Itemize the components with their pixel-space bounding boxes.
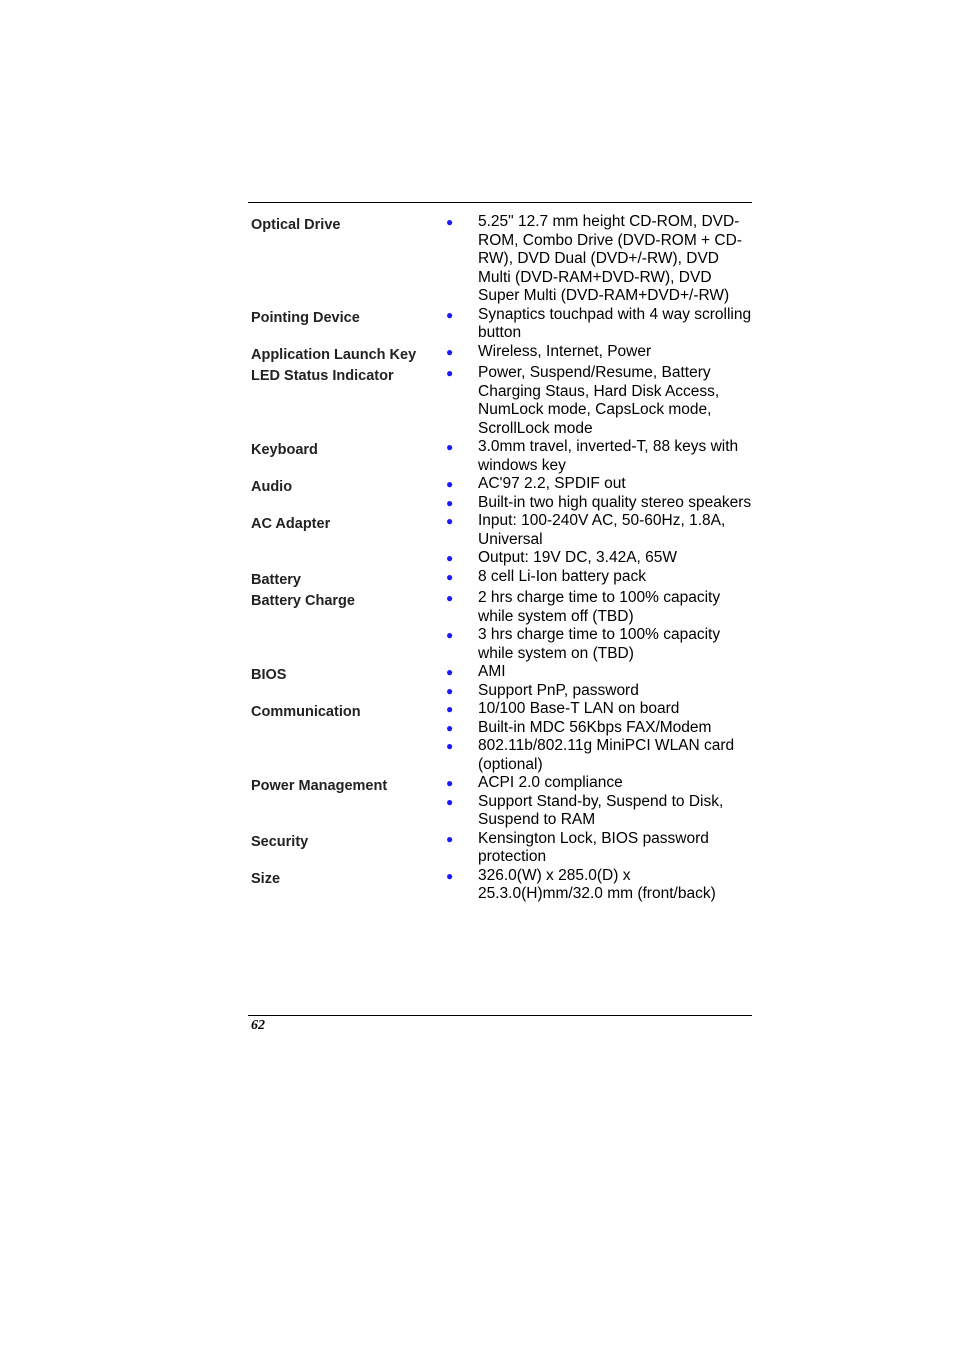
- bullet-icon: ●: [446, 739, 454, 753]
- spec-label: Power Management: [251, 778, 388, 794]
- spec-item-text: Kensington Lock, BIOS password protection: [478, 829, 709, 865]
- spec-item: [444, 549, 752, 568]
- spec-label: Pointing Device: [251, 309, 360, 326]
- spec-item-text: Synaptics touchpad with 4 way scrolling button: [478, 305, 752, 341]
- spec-row: [251, 306, 752, 343]
- spec-label: LED Status Indicator: [251, 368, 394, 384]
- spec-item: [444, 737, 752, 774]
- bullet-icon: ●: [446, 440, 454, 454]
- spec-item: [444, 682, 752, 701]
- spec-value-list: [444, 364, 752, 438]
- bullet-icon: ●: [446, 514, 454, 528]
- spec-label: Audio: [251, 479, 293, 495]
- bullet-icon: ●: [446, 551, 454, 565]
- spec-item-text: AC'97 2.2, SPDIF out: [478, 475, 626, 492]
- spec-item: [444, 774, 752, 793]
- spec-value-list: [444, 568, 752, 587]
- spec-item: [444, 475, 752, 494]
- spec-label: Battery Charge: [251, 593, 355, 609]
- spec-item-text: AMI: [478, 663, 506, 680]
- spec-row: [251, 343, 752, 365]
- bullet-icon: ●: [446, 569, 454, 584]
- spec-item: [444, 663, 752, 682]
- spec-item-text: 3.0mm travel, inverted-T, 88 keys with windows key: [478, 438, 739, 474]
- spec-value-list: [444, 512, 752, 568]
- spec-item-text: Support Stand-by, Suspend to Disk, Suspend to RAM: [478, 792, 724, 828]
- bullet-icon: ●: [446, 720, 454, 735]
- spec-item-text: Wireless, Internet, Power: [478, 342, 652, 360]
- bullet-icon: ●: [446, 307, 454, 322]
- spec-value-list: [444, 438, 752, 475]
- spec-item: [444, 512, 752, 549]
- spec-item: [444, 700, 752, 719]
- spec-label: Security: [251, 833, 309, 850]
- spec-item-text: 10/100 Base-T LAN on board: [478, 700, 680, 717]
- spec-item-text: 3 hrs charge time to 100% capacity while system on (TBD): [478, 626, 721, 662]
- spec-item: [444, 213, 752, 306]
- bullet-icon: ●: [446, 215, 454, 229]
- spec-row: [251, 700, 752, 774]
- spec-label: Keyboard: [251, 442, 318, 458]
- bullet-icon: ●: [446, 868, 454, 883]
- bullet-icon: ●: [446, 665, 454, 679]
- spec-item-text: 2 hrs charge time to 100% capacity while system off (TBD): [478, 589, 721, 625]
- spec-item: [444, 306, 752, 343]
- page-number: 62: [251, 1018, 265, 1033]
- spec-item: [444, 494, 752, 513]
- spec-item-text: 5.25" 12.7 mm height CD-ROM, DVD-ROM, Combo Drive (DVD-ROM + CD-RW), DVD Dual (DVD+/-RW), DVD Multi (DVD-RAM+DVD-RW), DVD Super Multi (DVD-RAM+DVD+/-RW): [478, 213, 742, 304]
- spec-row: [251, 830, 752, 867]
- spec-item-text: Power, Suspend/Resume, Battery Charging Staus, Hard Disk Access, NumLock mode, CapsLock mode, ScrollLock mode: [478, 364, 720, 437]
- spec-item: [444, 793, 752, 830]
- spec-row: [251, 774, 752, 830]
- bullet-icon: ●: [446, 366, 454, 380]
- bullet-icon: ●: [446, 344, 454, 359]
- spec-value-list: [444, 830, 752, 867]
- spec-item-text: 8 cell Li-Ion battery pack: [478, 567, 647, 585]
- spec-row: [251, 512, 752, 568]
- spec-label: AC Adapter: [251, 516, 331, 532]
- spec-label: Optical Drive: [251, 217, 341, 233]
- spec-item-text: Support PnP, password: [478, 681, 639, 699]
- spec-item-text: ACPI 2.0 compliance: [478, 774, 623, 791]
- spec-item-text: Built-in two high quality stereo speakers: [478, 493, 752, 511]
- spec-label: Communication: [251, 704, 361, 720]
- spec-item: [444, 364, 752, 438]
- spec-value-list: [444, 589, 752, 663]
- spec-value-list: [444, 475, 752, 512]
- top-rule: [248, 202, 752, 203]
- bullet-icon: ●: [446, 702, 454, 716]
- bullet-icon: ●: [446, 794, 454, 809]
- spec-row: [251, 475, 752, 512]
- spec-value-list: [444, 213, 752, 306]
- spec-value-list: [444, 774, 752, 830]
- spec-row: [251, 213, 752, 306]
- spec-item: [444, 568, 752, 587]
- spec-item-text: 326.0(W) x 285.0(D) x 25.3.0(H)mm/32.0 mm (front/back): [478, 866, 716, 902]
- spec-item: [444, 867, 752, 904]
- spec-item: [444, 719, 752, 738]
- spec-value-list: [444, 306, 752, 343]
- spec-value-list: [444, 343, 752, 362]
- spec-item-text: Input: 100-240V AC, 50-60Hz, 1.8A, Universal: [478, 512, 726, 548]
- spec-label: Size: [251, 870, 281, 887]
- spec-label: Battery: [251, 571, 301, 588]
- spec-row: [251, 589, 752, 663]
- bullet-icon: ●: [446, 628, 454, 642]
- spec-row: [251, 364, 752, 438]
- specification-table: [251, 213, 752, 904]
- bullet-icon: ●: [446, 831, 454, 846]
- spec-item: [444, 626, 752, 663]
- spec-item: [444, 830, 752, 867]
- spec-item-text: Built-in MDC 56Kbps FAX/Modem: [478, 718, 712, 736]
- spec-row: [251, 438, 752, 475]
- spec-item: [444, 343, 752, 362]
- bottom-rule: [248, 1015, 752, 1016]
- bullet-icon: ●: [446, 495, 454, 510]
- bullet-icon: ●: [446, 477, 454, 491]
- spec-value-list: [444, 663, 752, 700]
- spec-item: [444, 589, 752, 626]
- bullet-icon: ●: [446, 683, 454, 698]
- spec-row: [251, 663, 752, 700]
- spec-label: BIOS: [251, 667, 287, 683]
- spec-item-text: 802.11b/802.11g MiniPCI WLAN card (optional): [478, 737, 735, 773]
- spec-label: Application Launch Key: [251, 346, 417, 363]
- spec-item: [444, 438, 752, 475]
- bullet-icon: ●: [446, 591, 454, 605]
- spec-item-text: Output: 19V DC, 3.42A, 65W: [478, 549, 678, 566]
- spec-value-list: [444, 700, 752, 774]
- spec-row: [251, 568, 752, 590]
- spec-row: [251, 867, 752, 904]
- bullet-icon: ●: [446, 776, 454, 790]
- spec-value-list: [444, 867, 752, 904]
